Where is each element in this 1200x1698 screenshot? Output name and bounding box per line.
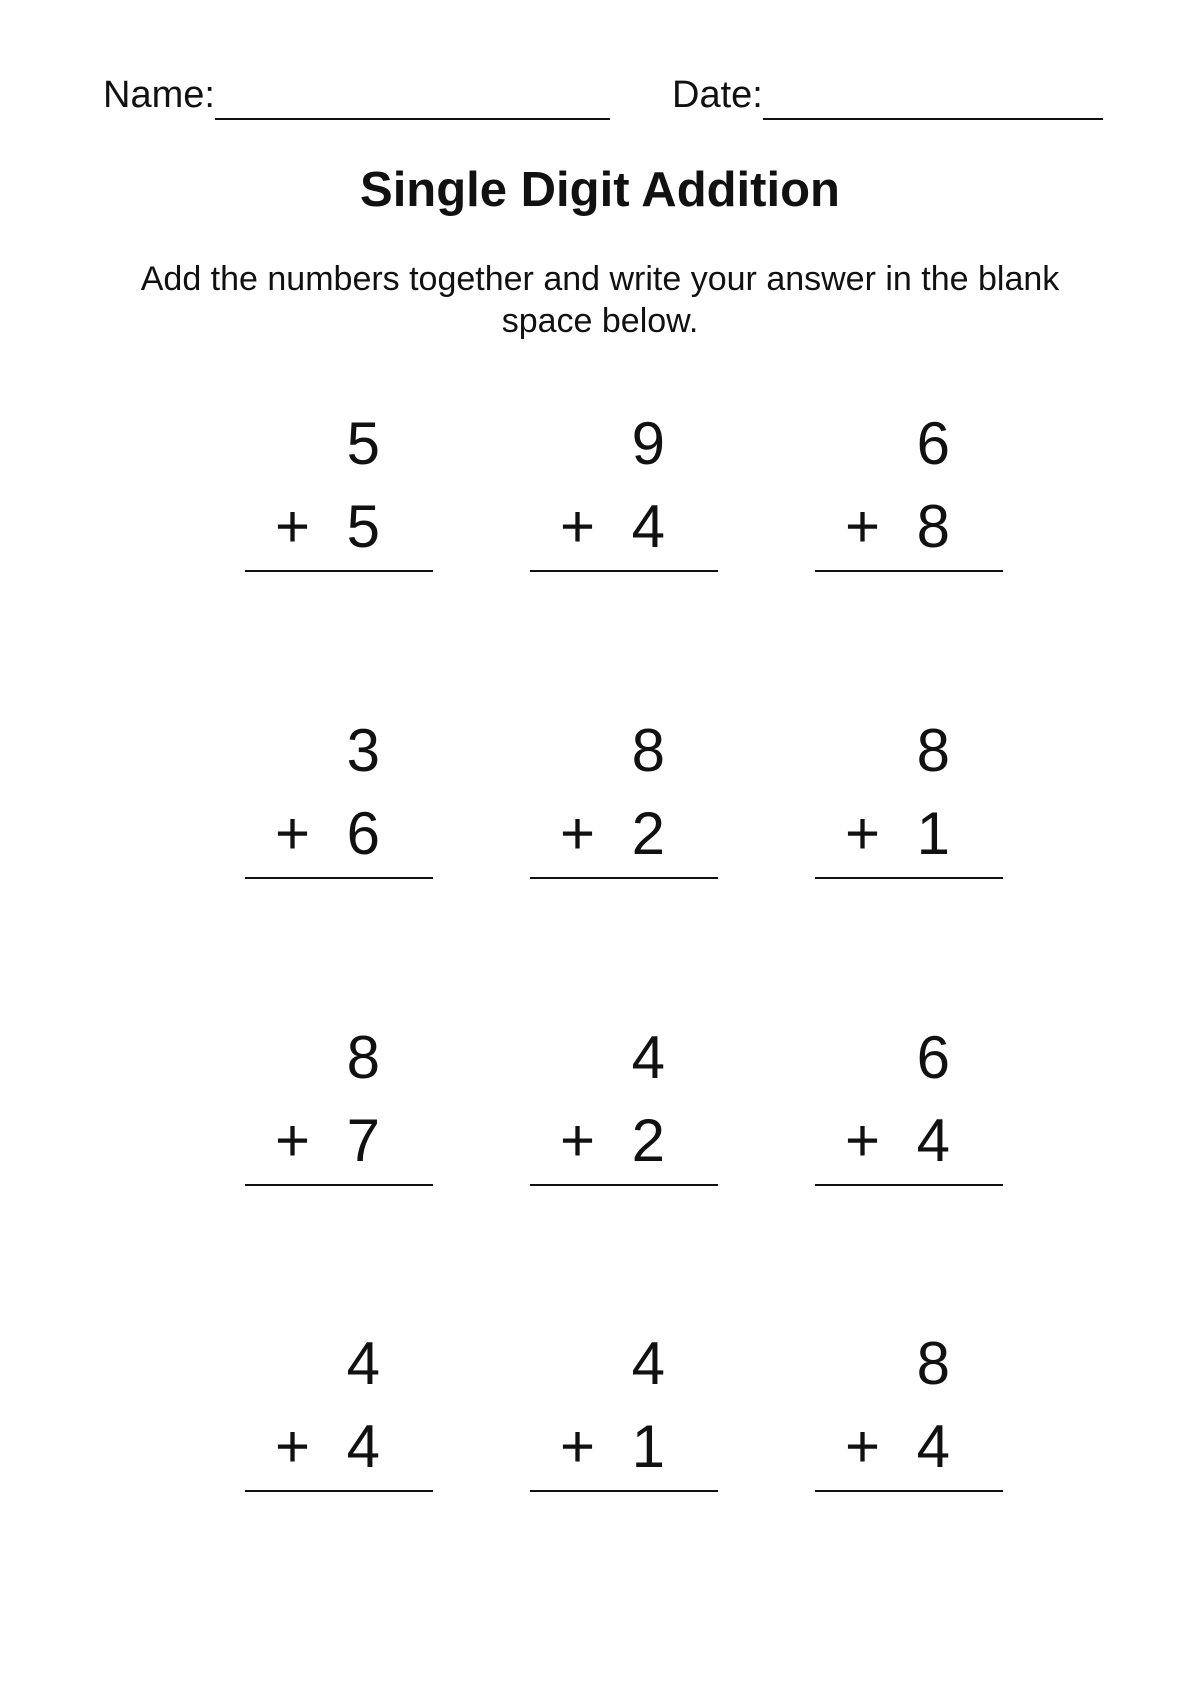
date-blank-line[interactable]: [763, 74, 1103, 120]
plus-sign: +: [275, 1107, 311, 1174]
addition-problem: [815, 1322, 1005, 1522]
answer-line[interactable]: [245, 1184, 433, 1186]
top-addend: 8: [346, 1024, 380, 1091]
bottom-addend: 6: [346, 800, 380, 867]
bottom-row: [560, 1412, 665, 1482]
addition-problem: [530, 709, 720, 909]
instructions: Add the numbers together and write your answer in the blank space below.: [140, 260, 1060, 340]
bottom-addend: 4: [916, 1107, 950, 1174]
addition-problem: [530, 402, 720, 602]
plus-sign: +: [560, 1413, 596, 1480]
bottom-row: [845, 1106, 950, 1176]
plus-sign: +: [275, 493, 311, 560]
bottom-row: [275, 1106, 380, 1176]
plus-sign: +: [560, 1107, 596, 1174]
bottom-row: [275, 1412, 380, 1482]
answer-line[interactable]: [245, 1490, 433, 1492]
bottom-row: [560, 492, 665, 562]
addition-problem: [245, 709, 435, 909]
bottom-addend: 4: [346, 1413, 380, 1480]
answer-line[interactable]: [530, 1490, 718, 1492]
name-blank-line[interactable]: [215, 74, 610, 120]
plus-sign: +: [845, 493, 881, 560]
top-addend: 3: [346, 717, 380, 784]
answer-line[interactable]: [815, 1490, 1003, 1492]
bottom-addend: 1: [916, 800, 950, 867]
bottom-row: [560, 1106, 665, 1176]
answer-line[interactable]: [245, 877, 433, 879]
top-addend: 4: [631, 1024, 665, 1091]
top-addend: 9: [631, 410, 665, 477]
addition-problem: [815, 1016, 1005, 1216]
bottom-addend: 4: [631, 493, 665, 560]
top-addend: 5: [346, 410, 380, 477]
top-addend: 6: [916, 1024, 950, 1091]
answer-line[interactable]: [245, 570, 433, 572]
bottom-addend: 1: [631, 1413, 665, 1480]
answer-line[interactable]: [815, 570, 1003, 572]
top-addend: 8: [631, 717, 665, 784]
bottom-addend: 2: [631, 1107, 665, 1174]
addition-problem: [245, 1016, 435, 1216]
date-label: Date:: [672, 74, 763, 116]
bottom-addend: 4: [916, 1413, 950, 1480]
top-addend: 4: [631, 1330, 665, 1397]
bottom-addend: 5: [346, 493, 380, 560]
addition-problem: [815, 402, 1005, 602]
top-addend: 8: [916, 1330, 950, 1397]
plus-sign: +: [845, 1413, 881, 1480]
problem-grid: [245, 402, 1005, 1502]
plus-sign: +: [560, 493, 596, 560]
answer-line[interactable]: [815, 1184, 1003, 1186]
page-title: Single Digit Addition: [360, 163, 840, 217]
bottom-addend: 2: [631, 800, 665, 867]
name-label: Name:: [103, 74, 215, 116]
answer-line[interactable]: [530, 570, 718, 572]
addition-problem: [530, 1016, 720, 1216]
addition-problem: [245, 1322, 435, 1522]
top-addend: 8: [916, 717, 950, 784]
bottom-row: [845, 799, 950, 869]
answer-line[interactable]: [530, 1184, 718, 1186]
bottom-row: [275, 492, 380, 562]
date-field[interactable]: [672, 72, 1103, 120]
addition-problem: [245, 402, 435, 602]
bottom-row: [845, 492, 950, 562]
bottom-row: [275, 799, 380, 869]
top-addend: 6: [916, 410, 950, 477]
addition-problem: [530, 1322, 720, 1522]
plus-sign: +: [845, 1107, 881, 1174]
plus-sign: +: [275, 800, 311, 867]
bottom-addend: 7: [346, 1107, 380, 1174]
plus-sign: +: [275, 1413, 311, 1480]
bottom-addend: 8: [916, 493, 950, 560]
answer-line[interactable]: [815, 877, 1003, 879]
top-addend: 4: [346, 1330, 380, 1397]
answer-line[interactable]: [530, 877, 718, 879]
name-field[interactable]: [103, 72, 610, 120]
addition-problem: [815, 709, 1005, 909]
bottom-row: [560, 799, 665, 869]
plus-sign: +: [845, 800, 881, 867]
plus-sign: +: [560, 800, 596, 867]
bottom-row: [845, 1412, 950, 1482]
